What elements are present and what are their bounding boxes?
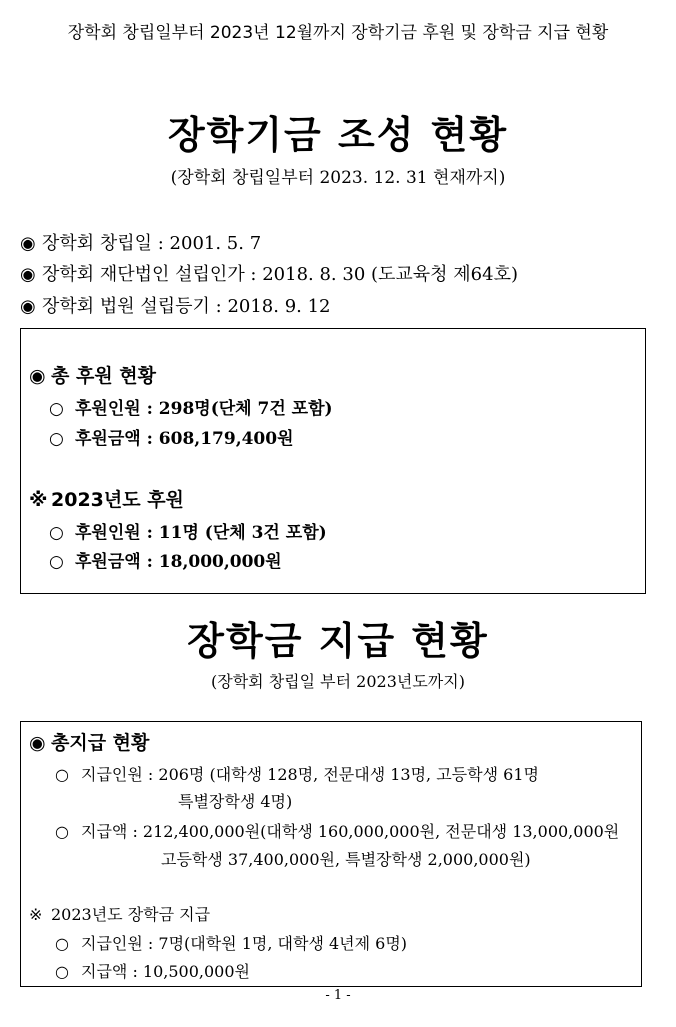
top-heading: 장학회 창립일부터 2023년 12월까지 장학기금 후원 및 장학금 지급 현황 <box>67 23 609 43</box>
year-sponsor-amount: ○ 후원금액 : 18,000,000원 <box>49 552 282 572</box>
bullet-icon: ◉ <box>29 732 46 754</box>
total-sponsor-header: ◉ 총 후원 현황 <box>29 365 156 387</box>
total-sponsor-amount: ○ 후원금액 : 608,179,400원 <box>49 429 294 449</box>
reference-mark-icon: ※ <box>29 489 48 511</box>
year-payment-header: ※ 2023년도 장학금 지급 <box>29 905 211 924</box>
circle-bullet-icon: ○ <box>55 934 69 953</box>
page-number: - 1 - <box>325 988 351 1003</box>
bullet-icon: ◉ <box>20 233 36 254</box>
total-sponsor-count: ○ 후원인원 : 298명(단체 7건 포함) <box>49 399 333 419</box>
total-payment-count-cont: 특별장학생 4명) <box>178 792 293 811</box>
year-sponsor-header: ※ 2023년도 후원 <box>29 489 184 511</box>
total-payment-amount: ○ 지급액 : 212,400,000원(대학생 160,000,000원, 전문대생 13,000,000원 <box>55 822 620 841</box>
bullet-icon: ◉ <box>20 296 36 317</box>
bullet-icon: ◉ <box>20 264 36 285</box>
year-payment-amount: ○ 지급액 : 10,500,000원 <box>55 962 250 981</box>
fact-court-registration: ◉ 장학회 법원 설립등기 : 2018. 9. 12 <box>20 296 331 317</box>
scholarship-subtitle: (장학회 창립일 부터 2023년도까지) <box>211 672 465 691</box>
scholarship-title: 장학금 지급 현황 <box>187 619 489 663</box>
year-sponsor-count: ○ 후원인원 : 11명 (단체 3건 포함) <box>49 523 327 543</box>
fund-subtitle: (장학회 창립일부터 2023. 12. 31 현재까지) <box>170 168 506 188</box>
circle-bullet-icon: ○ <box>49 429 64 449</box>
circle-bullet-icon: ○ <box>49 552 64 572</box>
fact-foundation-approval: ◉ 장학회 재단법인 설립인가 : 2018. 8. 30 (도교육청 제64호) <box>20 264 518 285</box>
fund-title: 장학기금 조성 현황 <box>167 113 509 157</box>
year-payment-count: ○ 지급인원 : 7명(대학원 1명, 대학생 4년제 6명) <box>55 934 408 953</box>
fact-founding-date: ◉ 장학회 창립일 : 2001. 5. 7 <box>20 233 262 254</box>
circle-bullet-icon: ○ <box>49 523 64 543</box>
total-payment-count: ○ 지급인원 : 206명 (대학생 128명, 전문대생 13명, 고등학생 61명 <box>55 765 539 784</box>
total-payment-amount-cont: 고등학생 37,400,000원, 특별장학생 2,000,000원) <box>161 850 531 869</box>
reference-mark-icon: ※ <box>29 905 43 924</box>
circle-bullet-icon: ○ <box>55 822 69 841</box>
payment-box <box>20 721 642 987</box>
total-payment-header: ◉ 총지급 현황 <box>29 732 150 754</box>
circle-bullet-icon: ○ <box>55 765 69 784</box>
bullet-icon: ◉ <box>29 365 46 387</box>
circle-bullet-icon: ○ <box>49 399 64 419</box>
circle-bullet-icon: ○ <box>55 962 69 981</box>
sponsor-box <box>20 328 646 594</box>
